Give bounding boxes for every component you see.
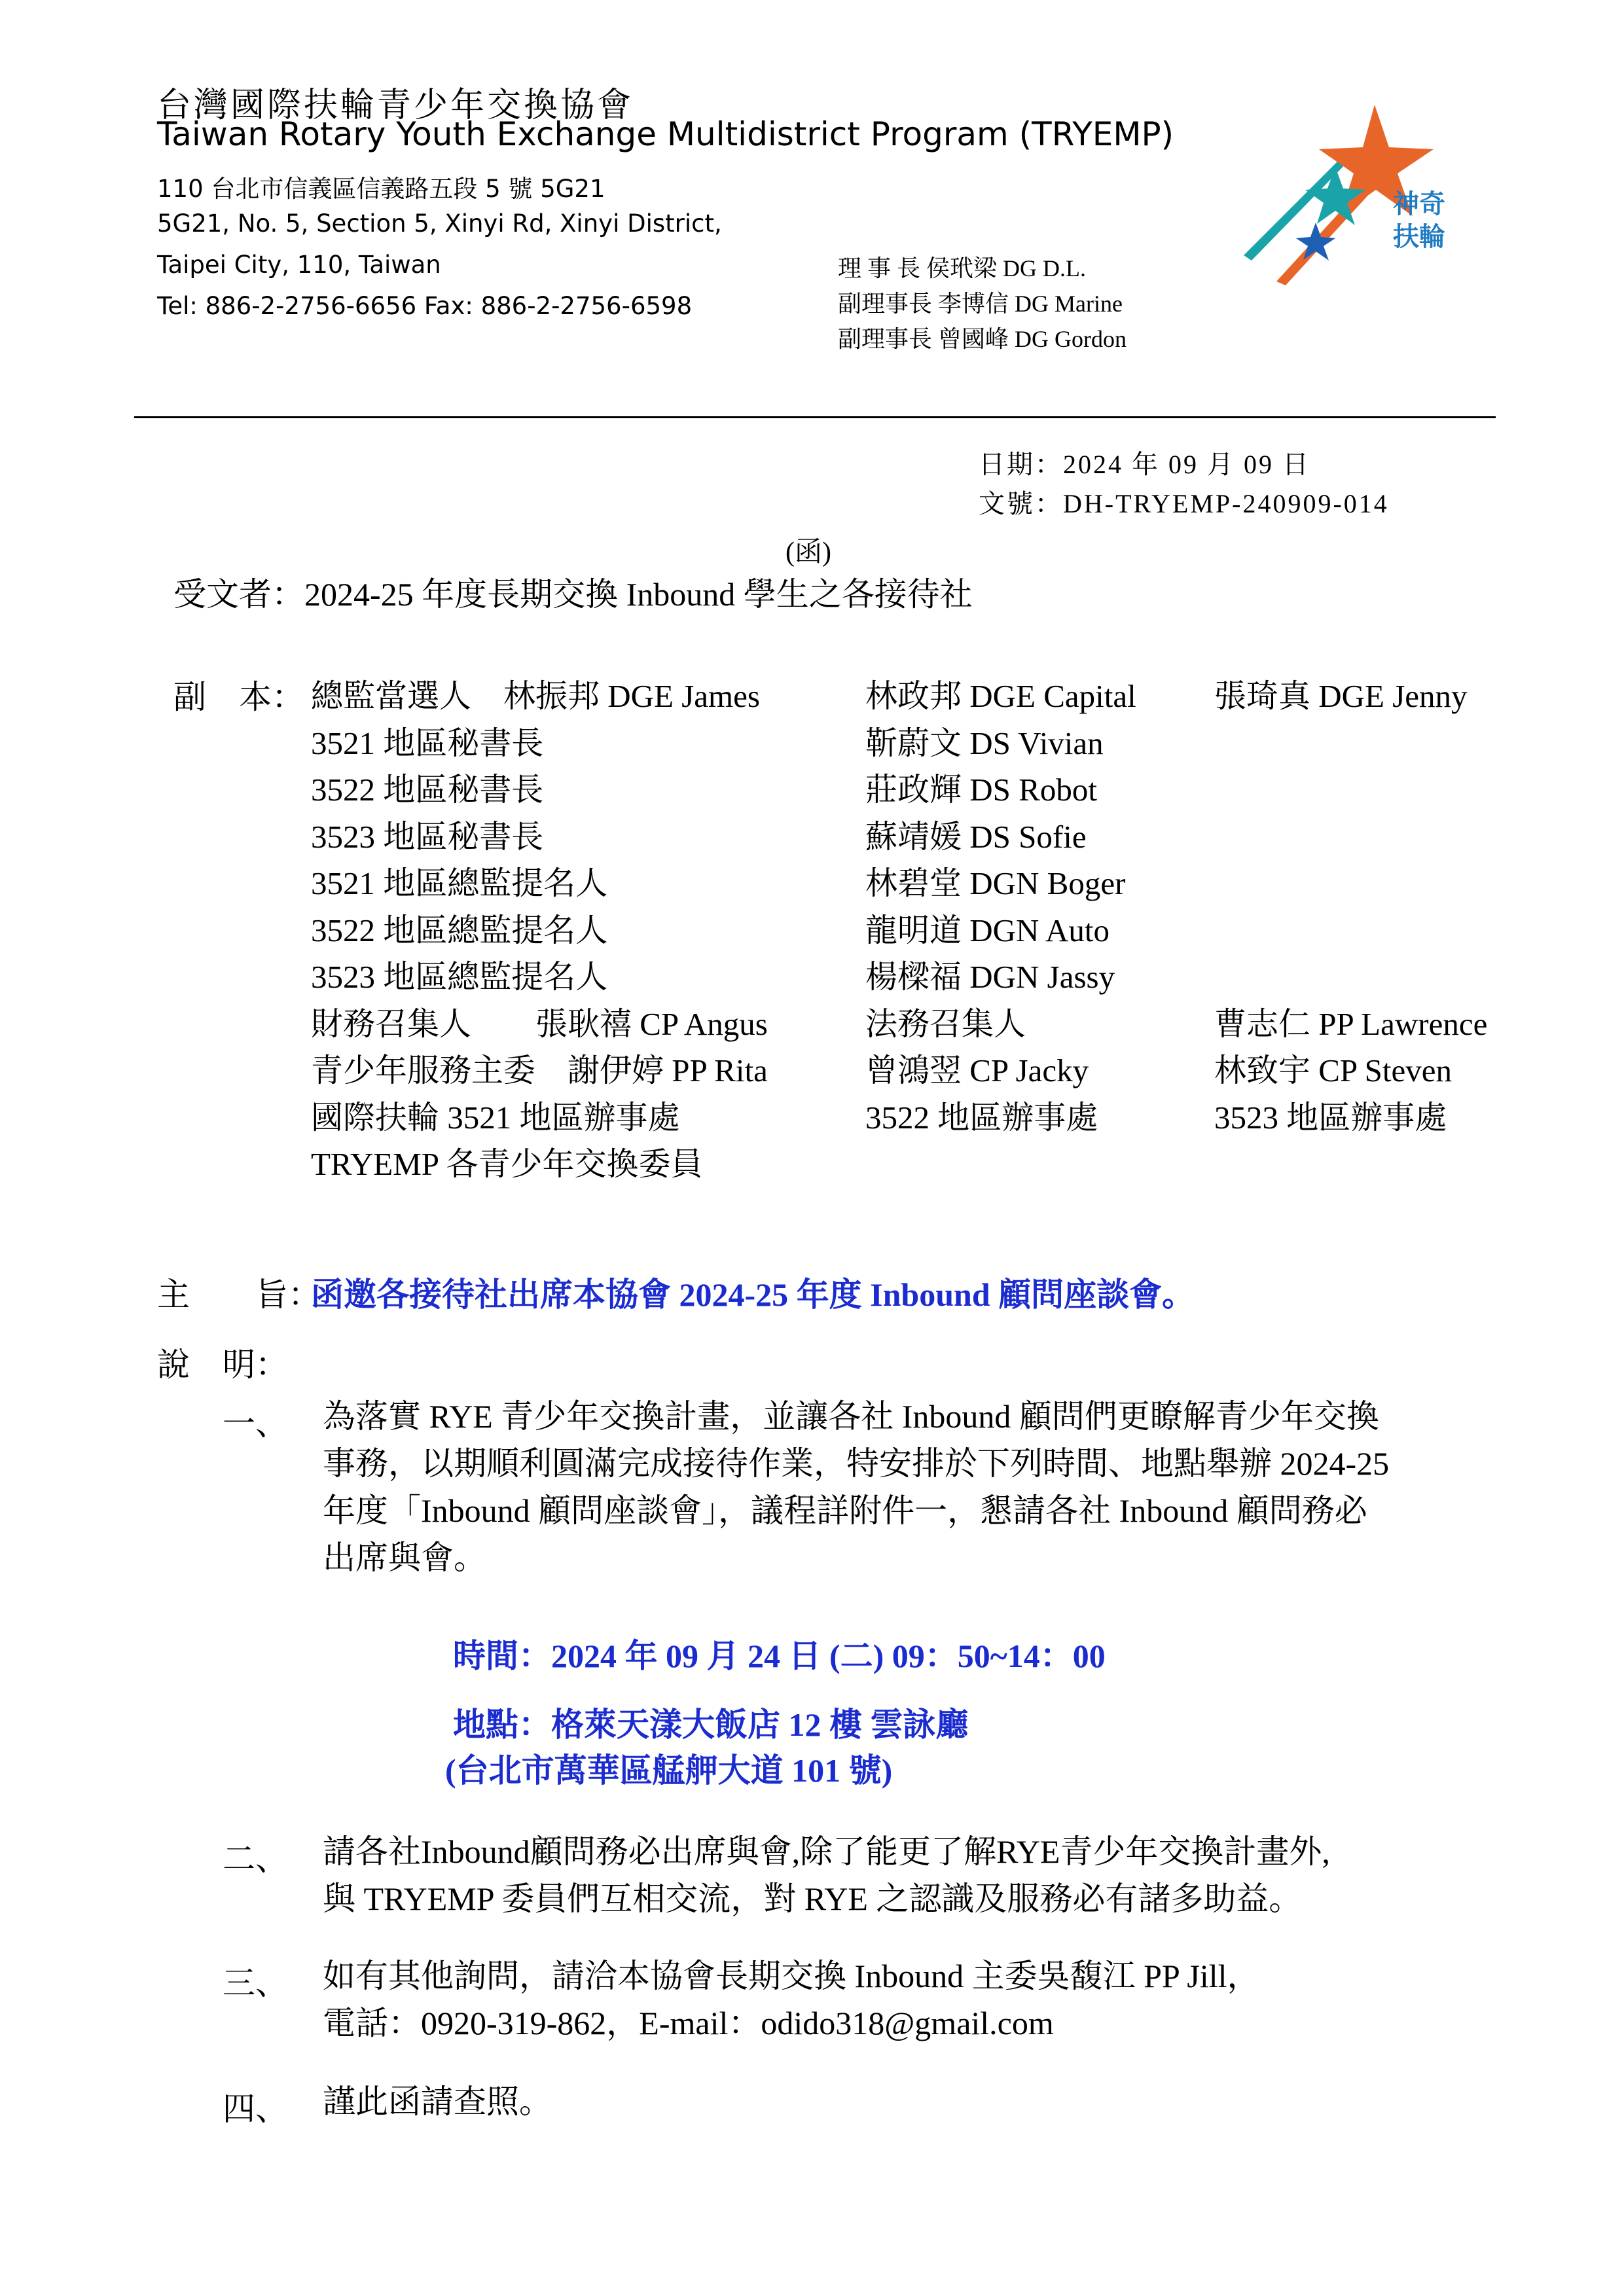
cc-entry: 林碧堂 DGN Boger — [865, 865, 1126, 901]
cc-entry: 3522 地區秘書長 — [311, 772, 544, 808]
cc-entry: 法務召集人 — [865, 1006, 1026, 1042]
item-1-line: 為落實 RYE 青少年交換計畫，並讓各社 Inbound 顧問們更瞭解青少年交換 — [323, 1398, 1379, 1435]
event-time: 時間：2024 年 09 月 24 日 (二) 09：50~14：00 — [453, 1638, 1106, 1674]
org-name-zh: 台灣國際扶輪青少年交換協會 — [157, 87, 634, 124]
cc-label: 副 本： — [173, 679, 304, 715]
address-en-line1: 5G21, No. 5, Section 5, Xinyi Rd, Xinyi District, — [157, 209, 722, 238]
tel-fax: Tel: 886-2-2756-6656 Fax: 886-2-2756-6598 — [157, 292, 693, 320]
item-4-text — [323, 2078, 1488, 2125]
item-2-number: 二、 — [223, 1840, 288, 1877]
item-1-line: 出席與會。 — [323, 1539, 486, 1576]
cc-entry: 張琦真 DGE Jenny — [1214, 678, 1468, 714]
cc-entry: 靳蔚文 DS Vivian — [865, 725, 1104, 761]
item-4-line: 謹此函請查照。 — [323, 2083, 552, 2120]
logo-text-1: 神奇 — [1393, 189, 1445, 219]
cc-entry: 3523 地區辦事處 — [1214, 1100, 1447, 1136]
doc-date: 日期：2024 年 09 月 09 日 — [979, 450, 1310, 479]
cc-entry: 國際扶輪 3521 地區辦事處 — [311, 1100, 680, 1136]
cc-entry: TRYEMP 各青少年交換委員 — [311, 1146, 703, 1182]
recipient: 受文者：2024-25 年度長期交換 Inbound 學生之各接待社 — [173, 576, 973, 613]
cc-entry: 曹志仁 PP Lawrence — [1214, 1006, 1488, 1042]
cc-entry: 莊政輝 DS Robot — [865, 772, 1097, 808]
officer-chairman: 理 事 長 侯玳梁 DG D.L. — [838, 255, 1086, 281]
item-3-text — [323, 1952, 1488, 2047]
address-zh: 110 台北市信義區信義路五段 5 號 5G21 — [157, 175, 605, 203]
item-1-text — [323, 1393, 1488, 1581]
item-1-line: 年度「Inbound 顧問座談會」，議程詳附件一，懇請各社 Inbound 顧問務必 — [323, 1492, 1367, 1529]
org-name-en: Taiwan Rotary Youth Exchange Multidistrict Program (TRYEMP) — [157, 115, 1174, 153]
item-3-number: 三、 — [223, 1965, 288, 2001]
event-venue: 地點：格萊天漾大飯店 12 樓 雲詠廳 — [453, 1706, 969, 1743]
item-3-line: 如有其他詢問，請洽本協會長期交換 Inbound 主委吳馥江 PP Jill， — [323, 1958, 1260, 1994]
cc-entry: 3522 地區辦事處 — [865, 1100, 1098, 1136]
cc-entry: 林致宇 CP Steven — [1214, 1052, 1452, 1088]
item-2-text — [323, 1828, 1488, 1922]
officer-vice-2: 副理事長 曾國峰 DG Gordon — [838, 326, 1127, 352]
cc-entry: 楊樑福 DGN Jassy — [865, 959, 1115, 995]
officer-vice-1: 副理事長 李博信 DG Marine — [838, 291, 1123, 317]
item-2-line: 與 TRYEMP 委員們互相交流，對 RYE 之認識及服務必有諸多助益。 — [323, 1880, 1302, 1917]
item-3-line: 電話：0920-319-862，E-mail：odido318@gmail.com — [323, 2005, 1054, 2041]
cc-entry: 龍明道 DGN Auto — [865, 912, 1110, 948]
cc-entry: 財務召集人 張耿禧 CP Angus — [311, 1006, 768, 1042]
explain-label: 說 明： — [157, 1346, 288, 1383]
item-1-number: 一、 — [223, 1405, 288, 1442]
address-en-line2: Taipei City, 110, Taiwan — [157, 251, 441, 279]
subject-text: 函邀各接待社出席本協會 2024-25 年度 Inbound 顧問座談會。 — [311, 1276, 1195, 1313]
cc-entry: 3521 地區總監提名人 — [311, 865, 608, 901]
cc-entry: 青少年服務主委 謝伊婷 PP Rita — [311, 1052, 768, 1088]
cc-entry: 曾鴻翌 CP Jacky — [865, 1052, 1089, 1088]
cc-entry: 林政邦 DGE Capital — [865, 678, 1136, 714]
item-4-number: 四、 — [223, 2090, 288, 2127]
cc-entry: 3522 地區總監提名人 — [311, 912, 608, 948]
header-divider — [134, 416, 1496, 418]
event-venue-address: (台北市萬華區艋舺大道 101 號) — [445, 1752, 893, 1789]
cc-entry: 3523 地區秘書長 — [311, 819, 544, 855]
subject-label: 主 旨： — [157, 1276, 321, 1313]
logo-text-2: 扶輪 — [1393, 222, 1445, 252]
doc-number: 文號：DH-TRYEMP-240909-014 — [979, 489, 1389, 518]
cc-entry: 總監當選人 林振邦 DGE James — [311, 678, 760, 714]
cc-entry: 3521 地區秘書長 — [311, 725, 544, 761]
doc-type: (函) — [785, 537, 831, 567]
item-1-line: 事務，以期順利圓滿完成接待作業，特安排於下列時間、地點舉辦 2024-25 — [323, 1445, 1390, 1482]
item-2-line: 請各社Inbound顧問務必出席與會,除了能更了解RYE青少年交換計畫外, — [323, 1833, 1330, 1870]
cc-entry: 3523 地區總監提名人 — [311, 959, 608, 995]
cc-entry: 蘇靖媛 DS Sofie — [865, 819, 1087, 855]
